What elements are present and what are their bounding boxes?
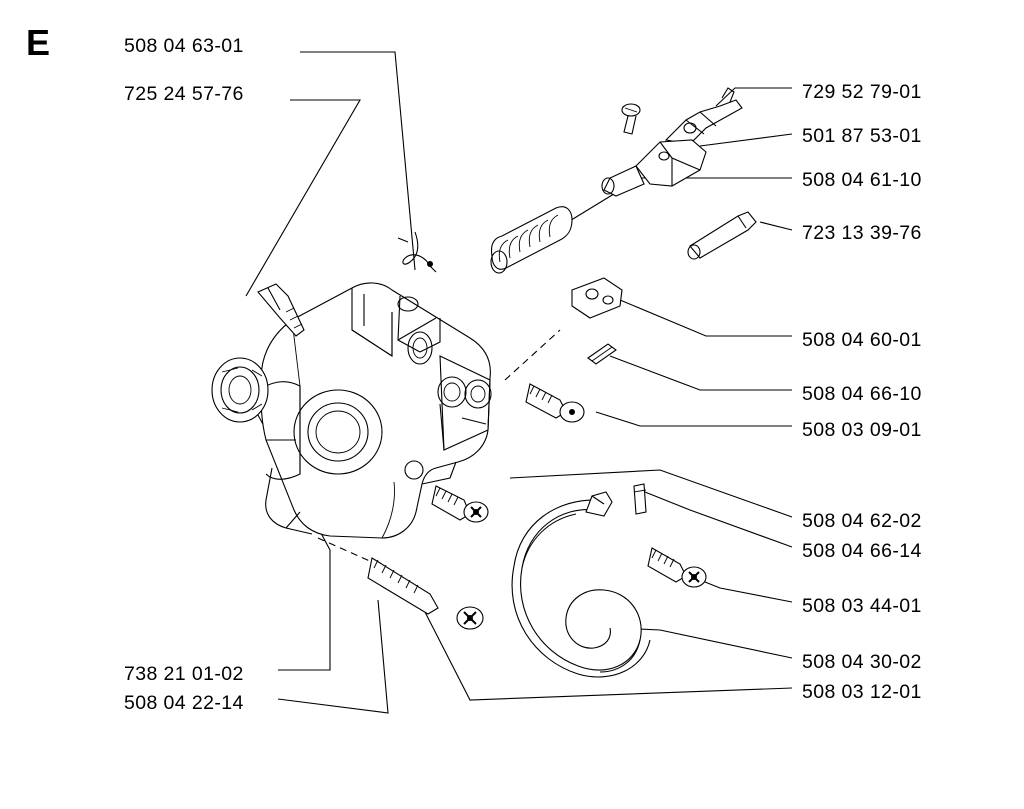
spring-clip [398, 232, 436, 272]
brake-lever-assembly [602, 88, 742, 196]
part-label-508-04-30-02: 508 04 30-02 [802, 651, 922, 673]
link-plate [572, 278, 622, 318]
screw-middle [432, 486, 488, 522]
screw-lower [368, 558, 483, 629]
part-label-508-03-09-01: 508 03 09-01 [802, 419, 922, 441]
part-label-508-04-60-01: 508 04 60-01 [802, 329, 922, 351]
part-label-501-87-53-01: 501 87 53-01 [802, 125, 922, 147]
brake-band [512, 492, 650, 677]
screw-upper [526, 384, 584, 422]
part-label-508-04-63-01: 508 04 63-01 [124, 35, 244, 57]
part-label-508-04-61-10: 508 04 61-10 [802, 169, 922, 191]
part-label-508-03-44-01: 508 03 44-01 [802, 595, 922, 617]
dowel-pin-small [588, 344, 616, 364]
part-label-725-24-57-76: 725 24 57-76 [124, 83, 244, 105]
part-label-723-13-39-76: 723 13 39-76 [802, 222, 922, 244]
screw-right [648, 548, 706, 587]
plate-letter: E [26, 22, 51, 63]
part-label-508-04-62-02: 508 04 62-02 [802, 510, 922, 532]
lever-screw [622, 104, 640, 134]
coil-spring [491, 207, 572, 273]
dowel-pin-band [634, 484, 646, 514]
part-label-508-04-22-14: 508 04 22-14 [124, 692, 244, 714]
sprocket-bearing-ring [212, 358, 268, 422]
part-label-738-21-01-02: 738 21 01-02 [124, 663, 244, 685]
part-label-508-03-12-01: 508 03 12-01 [802, 681, 922, 703]
part-label-729-52-79-01: 729 52 79-01 [802, 81, 922, 103]
link-pin-rod [688, 212, 756, 259]
part-label-508-04-66-14: 508 04 66-14 [802, 540, 922, 562]
part-label-508-04-66-10: 508 04 66-10 [802, 383, 922, 405]
bar-nut-bolt [258, 284, 304, 336]
